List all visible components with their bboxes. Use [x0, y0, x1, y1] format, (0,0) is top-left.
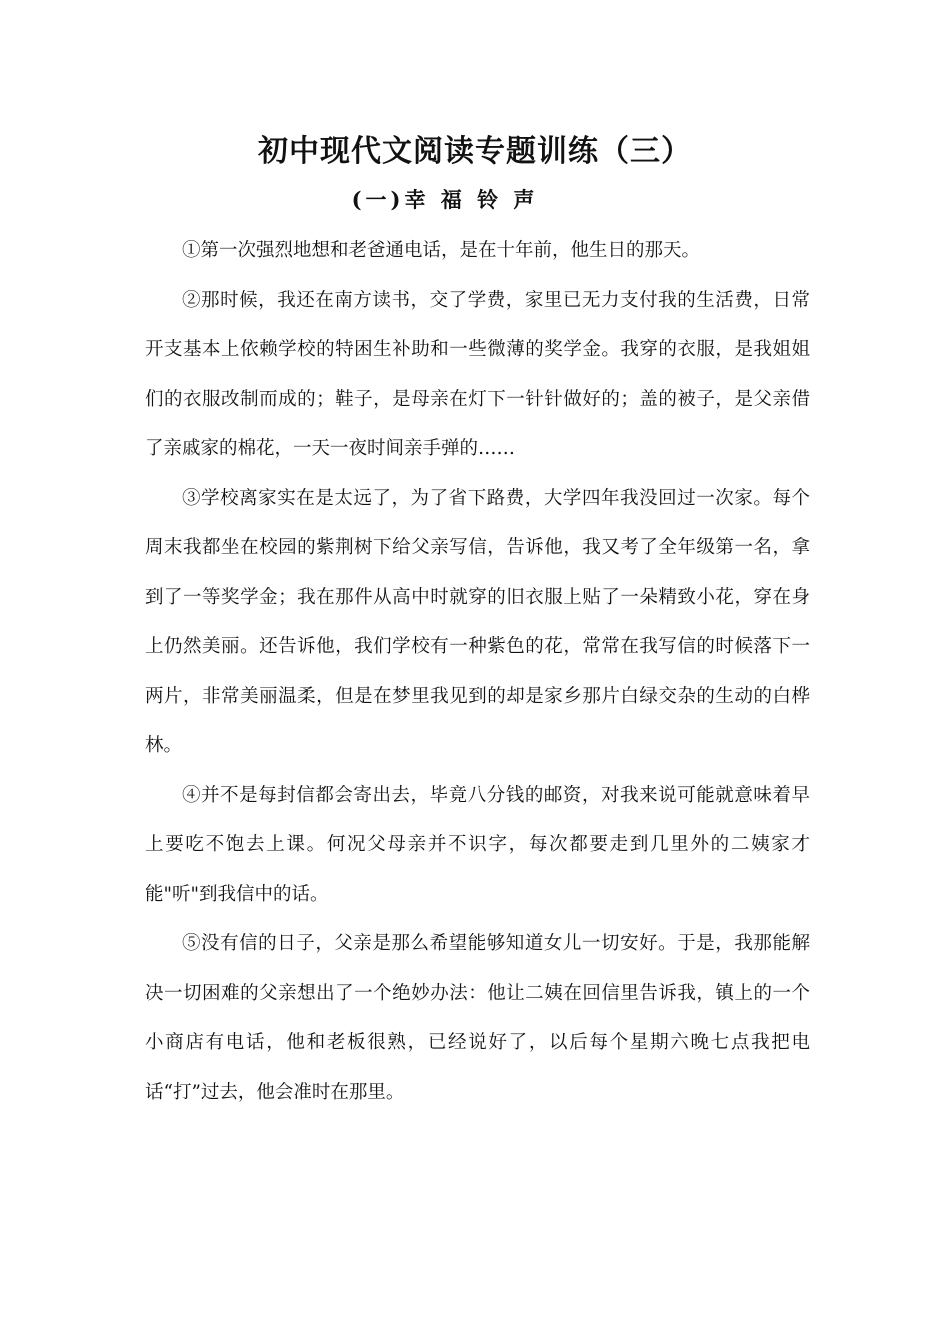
section-title: (一)幸 福 铃 声	[351, 187, 539, 212]
document-title: 初中现代文阅读专题训练（三）	[258, 134, 692, 169]
paragraph-5: ⑤没有信的日子，父亲是那么希望能够知道女儿一切安好。于是，我那能解决一切困难的父亲想出了一个绝妙办法：他让二姨在回信里告诉我，镇上的一个小商店有电话，他和老板很熟，已经说好了，以后每个星期六晚七点我把电话“打”过去，他会准时在那里。	[145, 933, 810, 1103]
paragraph-2: ②那时候，我还在南方读书，交了学费，家里已无力支付我的生活费，日常开支基本上依赖学校的特困生补助和一些微薄的奖学金。我穿的衣服，是我姐姐们的衣服改制而成的；鞋子，是母亲在灯下一针针做好的；盖的被子，是父亲借了亲戚家的棉花，一天一夜时间亲手弹的……	[145, 289, 810, 459]
paragraph-1: ①第一次强烈地想和老爸通电话，是在十年前，他生日的那天。	[182, 240, 701, 261]
article-body	[145, 226, 810, 1117]
paragraph-4: ④并不是每封信都会寄出去，毕竟八分钱的邮资，对我来说可能就意味着早上要吃不饱去上课。何况父母亲并不识字，每次都要走到几里外的二姨家才能"听"到我信中的话。	[145, 784, 810, 905]
paragraph-3: ③学校离家实在是太远了，为了省下路费，大学四年我没回过一次家。每个周末我都坐在校园的紫荆树下给父亲写信，告诉他，我又考了全年级第一名，拿到了一等奖学金；我在那件从高中时就穿的旧衣服上贴了一朵精致小花，穿在身上仍然美丽。还告诉他，我们学校有一种紫色的花，常常在我写信的时候落下一两片，非常美丽温柔，但是在梦里我见到的却是家乡那片白绿交杂的生动的白桦林。	[145, 487, 810, 756]
